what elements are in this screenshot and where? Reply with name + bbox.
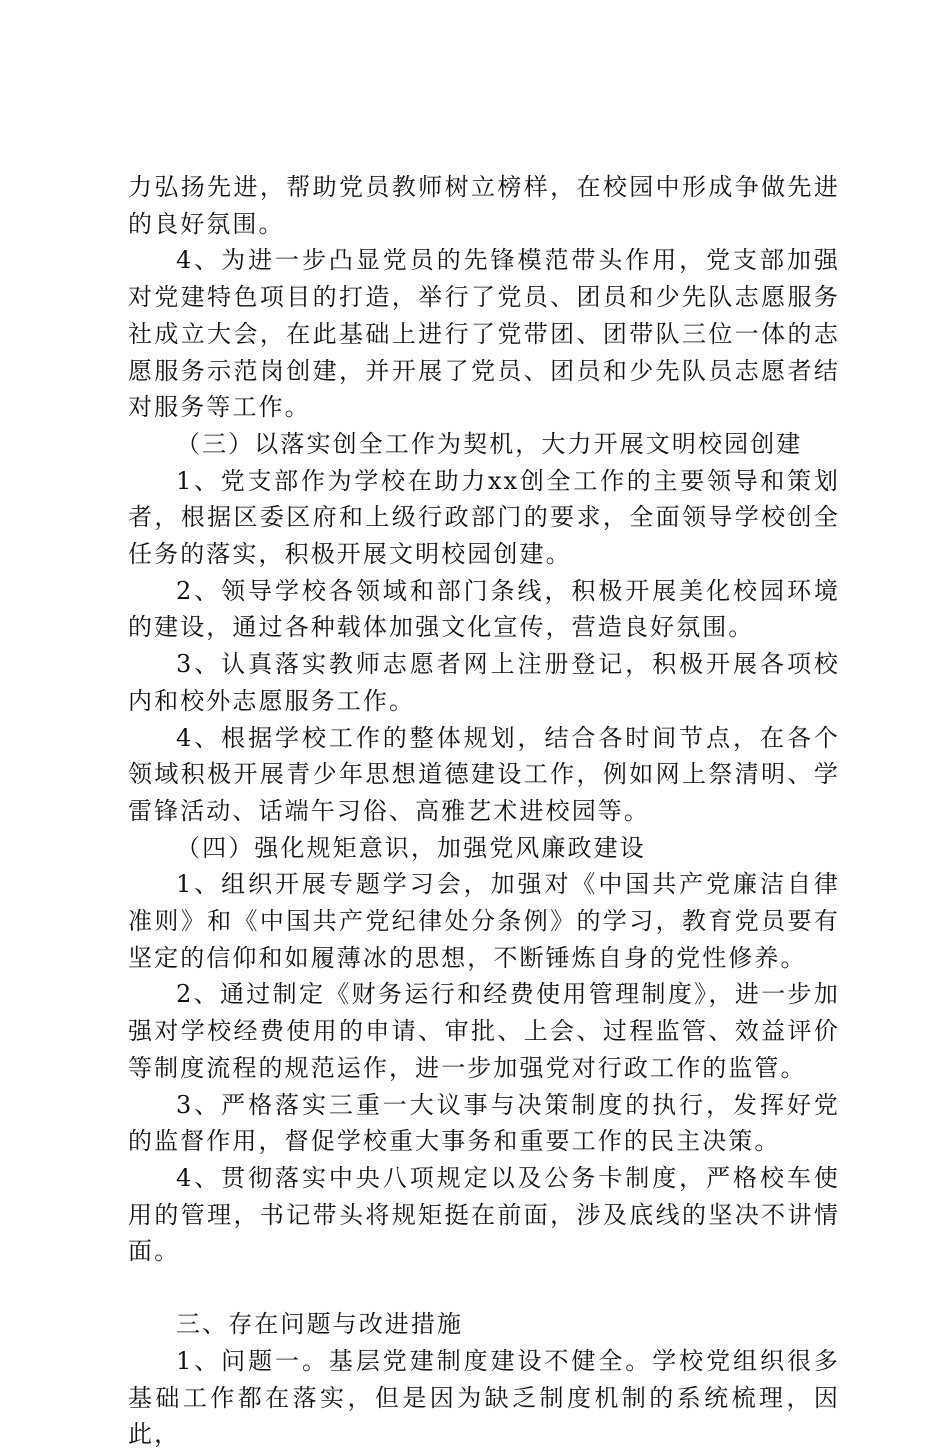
paragraph-continuation: 力弘扬先进，帮助党员教师树立榜样，在校园中形成争做先进的良好氛围。 bbox=[128, 173, 840, 238]
chapter-heading-3: 三、存在问题与改进措施 bbox=[176, 1310, 464, 1339]
paragraph-item-4b: 4、根据学校工作的整体规划，结合各时间节点，在各个领域积极开展青少年思想道德建设工作，例如网上祭清明、学雷锋活动、话端午习俗、高雅艺术进校园等。 bbox=[128, 723, 840, 825]
paragraph-item-1: 1、党支部作为学校在助力xx创全工作的主要领导和策划者，根据区委区府和上级行政部门的要求，全面领导学校创全任务的落实，积极开展文明校园创建。 bbox=[128, 466, 840, 569]
paragraph-item-4: 4、为进一步凸显党员的先锋模范带头作用，党支部加强对党建特色项目的打造，举行了党员、团员和少先队志愿服务社成立大会，在此基础上进行了党带团、团带队三位一体的志愿服务示范岗创建，并开展了党员、团员和少先队员志愿者结对服务等工作。 bbox=[128, 246, 840, 422]
paragraph-item-3: 3、认真落实教师志愿者网上注册登记，积极开展各项校内和校外志愿服务工作。 bbox=[128, 650, 840, 715]
paragraph-item-2: 2、领导学校各领域和部门条线，积极开展美化校园环境的建设，通过各种载体加强文化宣传，营造良好氛围。 bbox=[128, 576, 840, 642]
paragraph-problem-1: 1、问题一。基层党建制度建设不健全。学校党组织很多基础工作都在落实，但是因为缺乏制度机制的系统梳理，因此， bbox=[128, 1346, 840, 1449]
paragraph-item-2b: 2、通过制定《财务运行和经费使用管理制度》，进一步加强对学校经费使用的申请、审批、上会、过程监管、效益评价等制度流程的规范运作，进一步加强党对行政工作的监管。 bbox=[128, 980, 840, 1082]
section-heading-3: （三）以落实创全工作为契机，大力开展文明校园创建 bbox=[176, 429, 803, 458]
paragraph-item-4c: 4、贯彻落实中央八项规定以及公务卡制度，严格校车使用的管理，书记带头将规矩挺在前面，涉及底线的坚决不讲情面。 bbox=[128, 1163, 840, 1266]
paragraph-item-1b: 1、组织开展专题学习会，加强对《中国共产党廉洁自律准则》和《中国共产党纪律处分条例》的学习，教育党员要有坚定的信仰和如履薄冰的思想，不断锤炼自身的党性修养。 bbox=[128, 870, 840, 972]
paragraph-gap bbox=[128, 1270, 840, 1306]
paragraph-item-3b: 3、严格落实三重一大议事与决策制度的执行，发挥好党的监督作用，督促学校重大事务和重要工作的民主决策。 bbox=[128, 1090, 840, 1156]
section-heading-4: （四）强化规矩意识，加强党风廉政建设 bbox=[176, 833, 646, 862]
document-body bbox=[128, 169, 840, 1453]
